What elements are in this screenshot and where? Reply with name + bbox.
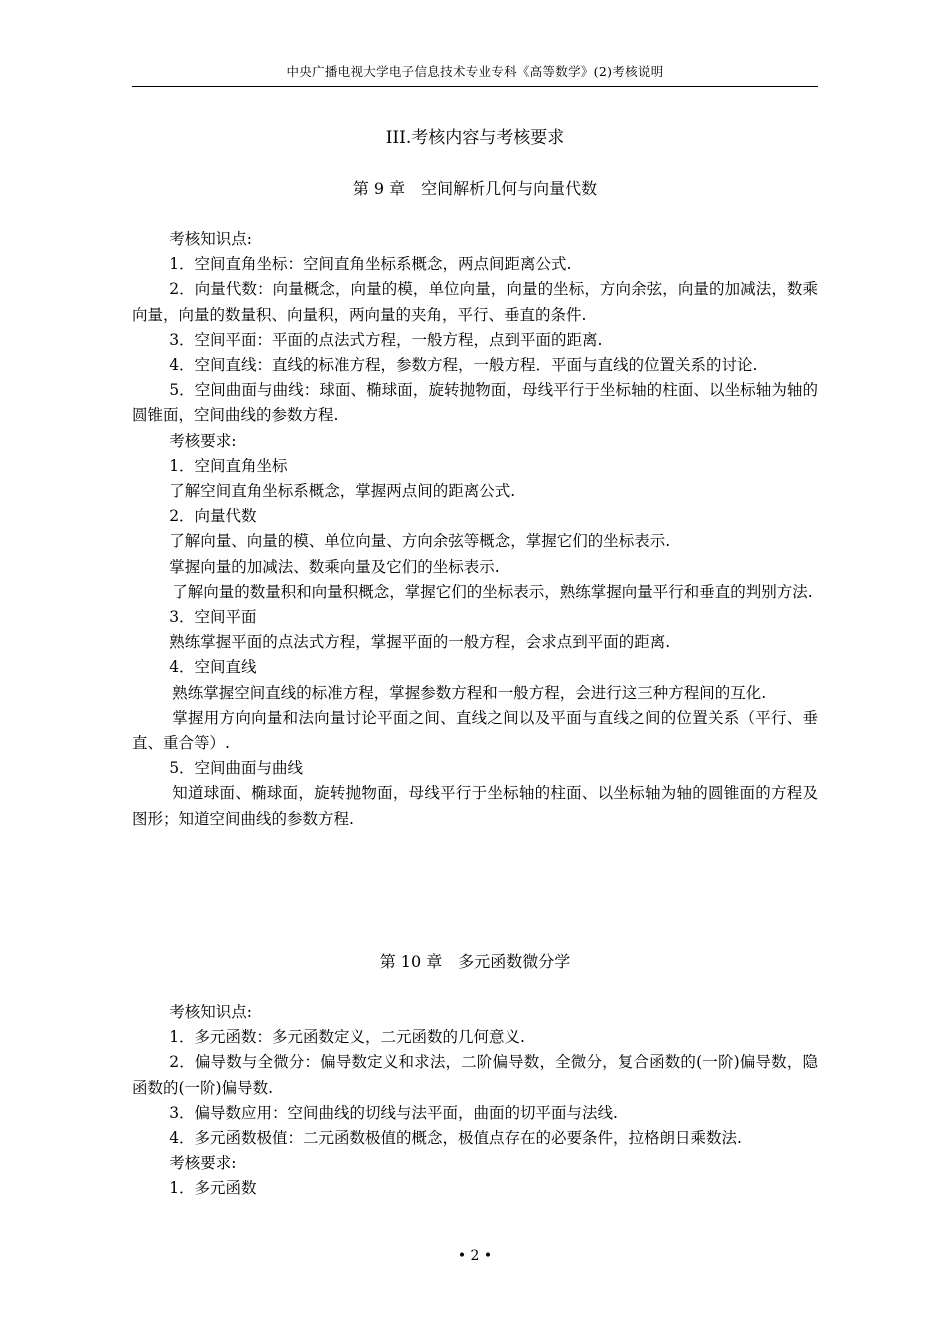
header-rule xyxy=(132,86,818,87)
assessment-requirements-heading: 考核要求: xyxy=(169,1154,237,1173)
requirement-subheading: 1．多元函数 xyxy=(169,1179,257,1198)
knowledge-point: 1．多元函数：多元函数定义，二元函数的几何意义. xyxy=(169,1028,525,1047)
knowledge-point: 1．空间直角坐标：空间直角坐标系概念，两点间距离公式. xyxy=(169,255,572,274)
knowledge-point: 5．空间曲面与曲线：球面、椭球面，旋转抛物面，母线平行于坐标轴的柱面、以坐标轴为轴的圆锥面，空间曲线的参数方程. xyxy=(132,381,818,425)
knowledge-point: 4．多元函数极值：二元函数极值的概念，极值点存在的必要条件，拉格朗日乘数法. xyxy=(169,1129,742,1148)
requirement-text: 掌握用方向向量和法向量讨论平面之间、直线之间以及平面与直线之间的位置关系（平行、垂直、重合等）. xyxy=(132,708,818,753)
requirement-text: 了解向量的数量积和向量积概念，掌握它们的坐标表示，熟练掌握向量平行和垂直的判别方法. xyxy=(172,582,813,601)
requirement-text: 了解向量、向量的模、单位向量、方向余弦等概念，掌握它们的坐标表示. xyxy=(169,532,671,551)
requirement-subheading: 3．空间平面 xyxy=(169,608,257,627)
section-title: III.考核内容与考核要求 xyxy=(385,128,565,148)
knowledge-point: 2．向量代数：向量概念，向量的模，单位向量，向量的坐标，方向余弦，向量的加减法，数乘向量，向量的数量积、向量积，两向量的夹角，平行、垂直的条件. xyxy=(132,280,818,324)
requirement-text: 掌握向量的加减法、数乘向量及它们的坐标表示. xyxy=(169,557,500,576)
knowledge-point: 3．空间平面：平面的点法式方程，一般方程，点到平面的距离. xyxy=(169,330,603,349)
page-number: • 2 • xyxy=(457,1248,493,1264)
requirement-text: 了解空间直角坐标系概念，掌握两点间的距离公式. xyxy=(169,482,516,501)
chapter-10-title: 第 10 章 多元函数微分学 xyxy=(379,952,571,971)
chapter-9-title: 第 9 章 空间解析几何与向量代数 xyxy=(352,179,598,198)
requirement-subheading: 4．空间直线 xyxy=(169,658,257,677)
requirement-text: 知道球面、椭球面，旋转抛物面，母线平行于坐标轴的柱面、以坐标轴为轴的圆锥面的方程及图形；知道空间曲线的参数方程. xyxy=(132,784,818,828)
knowledge-point: 4．空间直线：直线的标准方程，参数方程，一般方程．平面与直线的位置关系的讨论. xyxy=(169,356,758,375)
assessment-points-heading: 考核知识点: xyxy=(169,1003,252,1021)
requirement-subheading: 5．空间曲面与曲线 xyxy=(169,759,304,778)
assessment-points-heading: 考核知识点: xyxy=(169,230,252,248)
requirement-subheading: 1．空间直角坐标 xyxy=(169,456,288,475)
running-header: 中央广播电视大学电子信息技术专业专科《高等数学》(2)考核说明 xyxy=(286,64,664,79)
chapter-9-body xyxy=(132,227,818,832)
knowledge-point: 2．偏导数与全微分：偏导数定义和求法，二阶偏导数，全微分，复合函数的(一阶)偏导数，隐函数的(一阶)偏导数. xyxy=(132,1053,818,1097)
chapter-10-body xyxy=(132,1000,818,1202)
assessment-requirements-heading: 考核要求: xyxy=(169,431,237,450)
requirement-text: 熟练掌握平面的点法式方程，掌握平面的一般方程，会求点到平面的距离. xyxy=(169,633,671,652)
knowledge-point: 3．偏导数应用：空间曲线的切线与法平面，曲面的切平面与法线. xyxy=(169,1103,618,1122)
requirement-subheading: 2．向量代数 xyxy=(169,507,257,526)
requirement-text: 熟练掌握空间直线的标准方程，掌握参数方程和一般方程，会进行这三种方程间的互化. xyxy=(172,683,767,702)
